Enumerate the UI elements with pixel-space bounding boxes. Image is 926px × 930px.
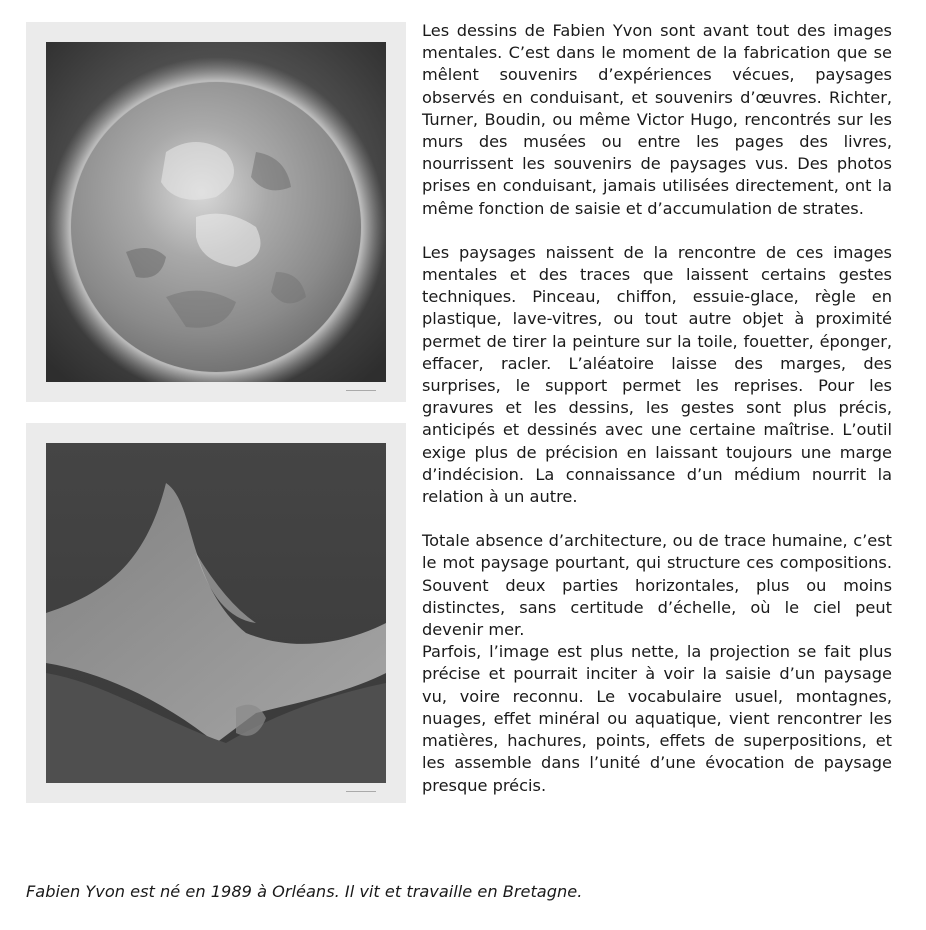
artist-bio: Fabien Yvon est né en 1989 à Orléans. Il vit et travaille en Bretagne. <box>26 882 583 901</box>
paragraph-1: Les dessins de Fabien Yvon sont avant tout des images mentales. C’est dans le moment de la fabrication que se mêlent souvenirs d’expériences vécues, paysages observés en conduisant, et souvenirs d’œuvres. Richter, Turner, Boudin, ou même Victor Hugo, rencontrés sur les murs des musées ou entre les pages des livres, nourrissent les souvenirs de paysages vus. Des photos prises en conduisant, jamais utilisées directement, ont la même fonction de saisie et d’accumulation de strates. <box>422 21 892 218</box>
paragraph-3: Totale absence d’architecture, ou de trace humaine, c’est le mot paysage pourtant, qui structure ces compositions. Souvent deux parties horizontales, plus ou moins distinctes, sans certitude d’échelle, où le ciel peut devenir mer. <box>422 531 892 640</box>
image-column-spacer <box>26 20 422 803</box>
paragraph-4: Parfois, l’image est plus nette, la projection se fait plus précise et pourrait inciter à voir la saisie d’un paysage vu, voire reconnu. Le vocabulaire usuel, montagnes, nuages, effet minéral ou aquatique, vient rencontrer les matières, hachures, points, effets de superpositions, et les assemble dans l’unité d’une évocation de paysage presque précis. <box>422 642 892 795</box>
paragraph-2: Les paysages naissent de la rencontre de ces images mentales et des traces que laissent certains gestes techniques. Pinceau, chiffon, essuie-glace, règle en plastique, lave-vitres, ou tout autre objet à proximité permet de tirer la peinture sur la toile, fouetter, éponger, effacer, racler. L’aléatoire laisse des marges, des surprises, le support permet les reprises. Pour les gravures et les dessins, les gestes sont plus précis, anticipés et dessinés avec une certaine maîtrise. L’outil exige plus de précision en laissant toujours une marge d’indécision. La connaissance d’un médium nourrit la relation à un autre. <box>422 242 892 507</box>
article-text <box>26 20 892 890</box>
